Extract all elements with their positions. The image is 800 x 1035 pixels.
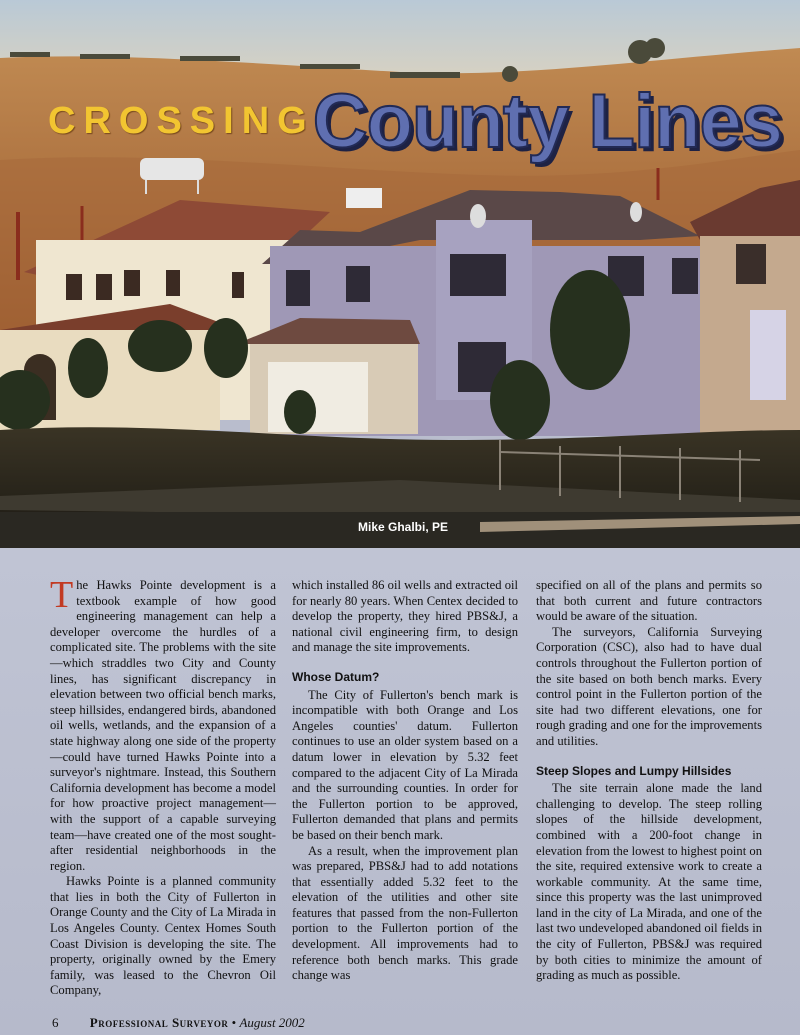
page-number: 6	[52, 1015, 59, 1030]
drop-cap: T	[50, 574, 74, 616]
section-heading: Steep Slopes and Lumpy Hillsides	[536, 763, 732, 778]
garage-door	[268, 362, 368, 432]
column-1	[50, 574, 276, 999]
issue-date: August 2002	[239, 1015, 305, 1030]
paragraph: The City of Fullerton's bench mark is incompatible with both Orange and Los Angeles counties' datum. Fullerton continues to use an older system based on a datum lower in elevation by 5.32 feet compared to the adjacent City of La Mirada and the surrounding counties. In order for the Fullerton portion to be approved, Fullerton demanded that plans and permits be based on their bench mark.	[292, 687, 518, 842]
page-footer	[52, 1015, 305, 1031]
paragraph-text: he Hawks Pointe development is a textbook example of how good engineering management can help a developer overcome the hurdles of a complicated site. The problems with the site—which straddles two City and County lines, has significant discrepancy in elevation between two official bench marks, steep hillsides, endangered birds, abandoned oil wells, wetlands, and the expansion of a state highway along one side of the property—could have turned Hawks Pointe into a surveyor's nightmare. Instead, this Southern California development has become a model for how proactive project management—with the support of a capable surveying team—have created one of the most sought-after residential neighborhoods in the region.	[50, 578, 276, 873]
title-crossing: CROSSING	[48, 100, 315, 142]
footer-separator: •	[231, 1015, 237, 1030]
paragraph: The site terrain alone made the land challenging to develop. The steep rolling slopes of the hillside development, combined with a 200-foot change in elevation from the lowest to highest point on the site, required extensive work to create a workable community. At the same time, since this property was the last unimproved land in the city of La Mirada, and one of the last two undeveloped abandoned oil fields in the city of Fullerton, PBS&J was required by both cities to minimize the amount of grading as much as possible.	[536, 781, 762, 983]
article-title	[48, 78, 782, 165]
paragraph	[50, 574, 276, 874]
column-3	[536, 578, 762, 984]
paragraph: As a result, when the improvement plan was prepared, PBS&J had to add notations that essentially added 5.32 feet to the elevation of the utilities and other site features that passed from the non-Fullerton portion to the Fullerton portion of the development. All improvements had to reference both bench marks. This grade change was	[292, 843, 518, 983]
paragraph: which installed 86 oil wells and extracted oil for nearly 80 years. When Centex decided to develop the property, they hired PBS&J, a national civil engineering firm, to design and manage the site improvements.	[292, 578, 518, 655]
title-county-lines: County Lines	[312, 79, 783, 164]
column-2	[292, 578, 518, 984]
paragraph: specified on all of the plans and permits so that both current and future contractors would be aware of the situation.	[536, 578, 762, 624]
article-body	[0, 548, 800, 1035]
magazine-name: Professional Surveyor	[89, 1015, 229, 1030]
section-heading: Whose Datum?	[292, 669, 380, 684]
paragraph: Hawks Pointe is a planned community that lies in both the City of Fullerton in Orange County and the City of La Mirada in Los Angeles County. Centex Homes South Coast Division is developing the site. The property, originally owned by the Emery family, was leased to the Chevron Oil Company,	[50, 874, 276, 998]
house-right	[690, 180, 800, 456]
paragraph: The surveyors, California Surveying Corporation (CSC), also had to have dual controls throughout the Fullerton portion of the site based on both bench marks. Every control point in the Fullerton portion of the site had two different elevations, one for rough grading and one for the improvements and utilities.	[536, 624, 762, 748]
photo-credit: Mike Ghalbi, PE	[358, 520, 449, 534]
